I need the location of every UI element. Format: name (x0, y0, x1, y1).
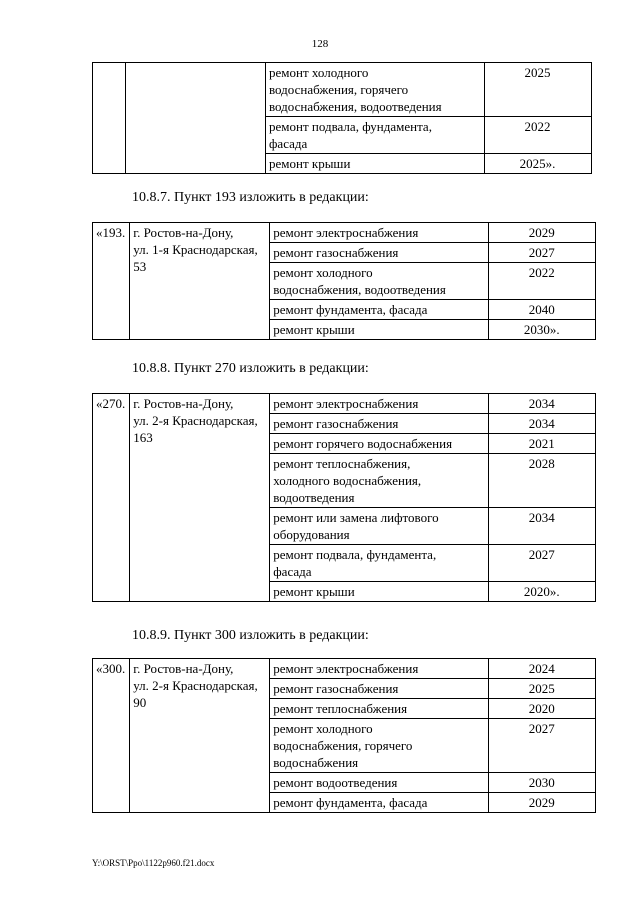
year-cell: 2030 (489, 773, 596, 793)
year-cell: 2025». (485, 154, 592, 174)
file-path-footer: Y:\ORST\Ppo\1122p960.f21.docx (92, 858, 215, 868)
work-type-line: ремонт подвала, фундамента, (273, 547, 437, 562)
item-number-cell (93, 63, 126, 174)
address-line: ул. 1-я Краснодарская, (133, 242, 258, 257)
work-type-line: ремонт газоснабжения (273, 245, 399, 260)
table-item-300 (92, 658, 596, 813)
table-item-270 (92, 393, 596, 602)
year-cell: 2030». (489, 320, 596, 340)
work-type-line: ремонт теплоснабжения, (273, 456, 411, 471)
address-line: г. Ростов-на-Дону, (133, 225, 234, 240)
section-heading-193: 10.8.7. Пункт 193 изложить в редакции: (132, 190, 369, 205)
year-cell: 2027 (489, 243, 596, 263)
work-type-line: ремонт электроснабжения (273, 396, 419, 411)
section-heading-300: 10.8.9. Пункт 300 изложить в редакции: (132, 628, 369, 643)
work-type-line: ремонт или замена лифтового (273, 510, 439, 525)
work-type-line: ремонт водоотведения (273, 775, 398, 790)
year-cell: 2027 (489, 719, 596, 773)
work-type-line: ремонт газоснабжения (273, 681, 399, 696)
work-type-line: ремонт фундамента, фасада (273, 302, 428, 317)
year-cell: 2040 (489, 300, 596, 320)
year-cell: 2022 (489, 263, 596, 300)
address-line: 53 (133, 259, 147, 274)
address-cell (126, 63, 266, 174)
work-type-cell (270, 582, 489, 602)
year-cell: 2025 (485, 63, 592, 117)
work-type-line: ремонт крыши (273, 322, 355, 337)
address-line: ул. 2-я Краснодарская, (133, 678, 258, 693)
work-type-line: оборудования (273, 527, 350, 542)
work-type-line: ремонт электроснабжения (273, 225, 419, 240)
work-type-line: водоснабжения, горячего (273, 738, 413, 753)
work-type-cell (270, 414, 489, 434)
work-type-cell (270, 508, 489, 545)
address-cell (130, 394, 270, 602)
item-number-cell: «270. (93, 394, 130, 602)
work-type-cell (266, 117, 485, 154)
work-type-line: ремонт крыши (269, 156, 351, 171)
item-number-cell: «300. (93, 659, 130, 813)
table-row (93, 659, 596, 679)
work-type-cell (270, 699, 489, 719)
work-type-line: ремонт холодного (273, 721, 373, 736)
year-cell: 2024 (489, 659, 596, 679)
address-line: 163 (133, 430, 153, 445)
year-cell: 2034 (489, 394, 596, 414)
year-cell: 2028 (489, 454, 596, 508)
address-line: ул. 2-я Краснодарская, (133, 413, 258, 428)
table-row (93, 394, 596, 414)
work-type-line: водоснабжения, водоотведения (273, 282, 446, 297)
address-cell (130, 659, 270, 813)
year-cell: 2029 (489, 793, 596, 813)
work-type-cell (270, 454, 489, 508)
year-cell: 2022 (485, 117, 592, 154)
work-type-line: водоснабжения, водоотведения (269, 99, 442, 114)
year-cell: 2029 (489, 223, 596, 243)
work-type-cell (270, 434, 489, 454)
continued-table (92, 62, 592, 174)
work-type-cell (270, 545, 489, 582)
item-number-cell: «193. (93, 223, 130, 340)
work-type-line: водоснабжения, горячего (269, 82, 409, 97)
work-type-cell (270, 320, 489, 340)
work-type-line: ремонт газоснабжения (273, 416, 399, 431)
work-type-cell (266, 154, 485, 174)
address-line: 90 (133, 695, 147, 710)
address-line: г. Ростов-на-Дону, (133, 396, 234, 411)
year-cell: 2025 (489, 679, 596, 699)
work-type-line: ремонт крыши (273, 584, 355, 599)
work-type-cell (270, 679, 489, 699)
work-type-cell (270, 263, 489, 300)
work-type-cell (270, 773, 489, 793)
work-type-line: водоотведения (273, 490, 355, 505)
work-type-line: ремонт холодного (273, 265, 373, 280)
table-item-193 (92, 222, 596, 340)
year-cell: 2020». (489, 582, 596, 602)
address-line: г. Ростов-на-Дону, (133, 661, 234, 676)
work-type-line: ремонт подвала, фундамента, (269, 119, 432, 134)
work-type-cell (270, 659, 489, 679)
year-cell: 2020 (489, 699, 596, 719)
work-type-line: водоснабжения (273, 755, 359, 770)
year-cell: 2034 (489, 414, 596, 434)
work-type-cell (270, 243, 489, 263)
work-type-line: ремонт холодного (269, 65, 369, 80)
work-type-line: ремонт электроснабжения (273, 661, 419, 676)
work-type-cell (270, 719, 489, 773)
year-cell: 2021 (489, 434, 596, 454)
work-type-cell (266, 63, 485, 117)
work-type-cell (270, 394, 489, 414)
work-type-line: ремонт фундамента, фасада (273, 795, 428, 810)
work-type-line: ремонт горячего водоснабжения (273, 436, 453, 451)
work-type-cell (270, 300, 489, 320)
table-row (93, 223, 596, 243)
year-cell: 2027 (489, 545, 596, 582)
address-cell (130, 223, 270, 340)
year-cell: 2034 (489, 508, 596, 545)
work-type-line: ремонт теплоснабжения (273, 701, 408, 716)
work-type-line: холодного водоснабжения, (273, 473, 422, 488)
table-row (93, 63, 592, 117)
work-type-cell (270, 223, 489, 243)
work-type-line: фасада (269, 136, 308, 151)
work-type-cell (270, 793, 489, 813)
work-type-line: фасада (273, 564, 312, 579)
section-heading-270: 10.8.8. Пункт 270 изложить в редакции: (132, 361, 369, 376)
page-number: 128 (311, 38, 329, 50)
